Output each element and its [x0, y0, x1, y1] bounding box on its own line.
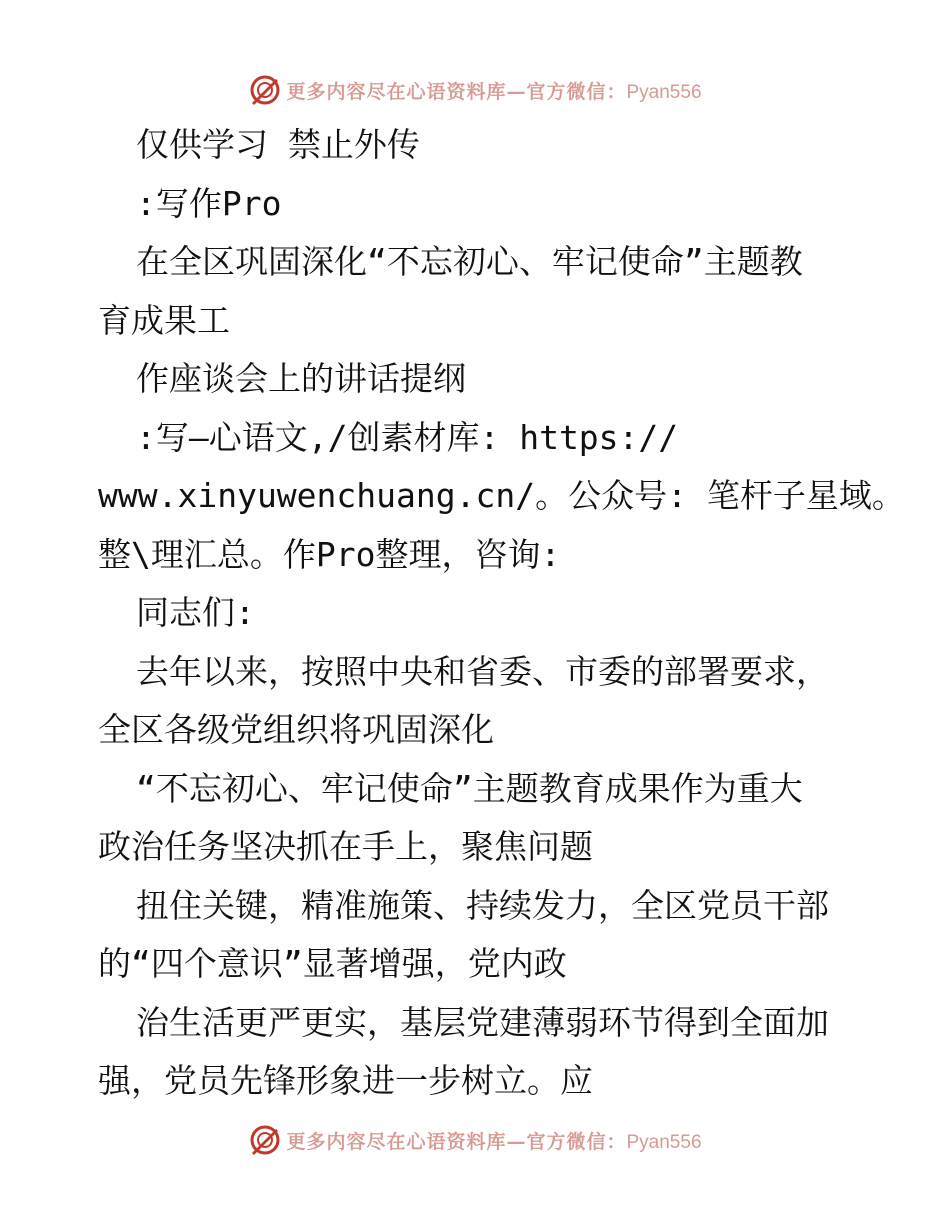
watermark-header [0, 72, 950, 108]
text-line: 去年以来，按照中央和省委、市委的部署要求， [136, 651, 829, 691]
text-line: 扭住关键，精准施策、持续发力，全区党员干部 [136, 885, 829, 925]
text-line: 的“四个意识”显著增强，党内政 [98, 944, 567, 983]
text-line: :写作Pro [136, 183, 282, 223]
pen-logo-icon [248, 73, 282, 107]
text-line: 仅供学习 禁止外传 [136, 125, 420, 164]
pen-logo-icon [248, 1123, 282, 1157]
watermark-footer [0, 1122, 950, 1158]
document-body [98, 116, 905, 1111]
text-line: 在全区巩固深化“不忘初心、牢记使命”主题教 [136, 242, 803, 281]
text-line: 政治任务坚决抓在手上，聚焦问题 [98, 827, 593, 866]
text-line: :写—心语文,/创素材库: https:// [136, 417, 679, 457]
watermark-text: 更多内容尽在心语资料库—官方微信：Pyan556 [286, 1130, 702, 1153]
text-line: 全区各级党组织将巩固深化 [98, 710, 494, 749]
watermark-text: 更多内容尽在心语资料库—官方微信：Pyan556 [286, 80, 702, 103]
text-line: 整\理汇总。作Pro整理，咨询: [98, 534, 561, 574]
text-line: www.xinyuwenchuang.cn/。公众号: 笔杆子星域。 [98, 476, 905, 515]
text-line: 同志们: [136, 593, 255, 632]
text-line: 治生活更严更实，基层党建薄弱环节得到全面加 [136, 1002, 829, 1042]
text-line: 作座谈会上的讲话提纲 [136, 359, 466, 398]
text-line: 强，党员先锋形象进一步树立。应 [98, 1061, 593, 1100]
text-line: 育成果工 [98, 300, 230, 340]
text-line: “不忘初心、牢记使命”主题教育成果作为重大 [136, 768, 803, 808]
